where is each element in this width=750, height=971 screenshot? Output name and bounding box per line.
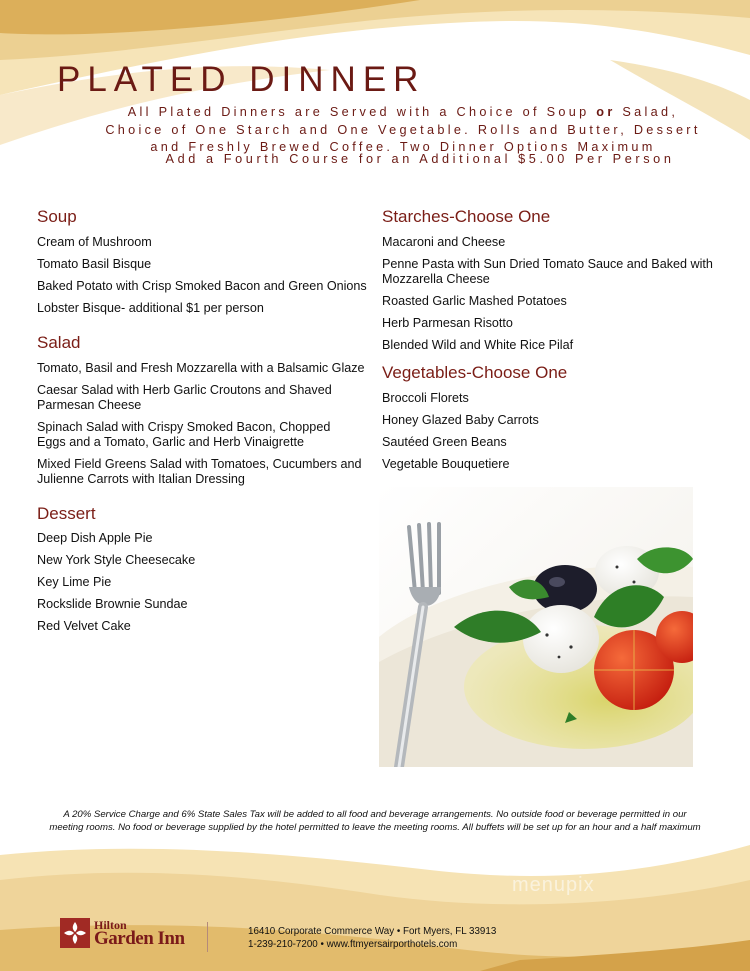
dessert-item: Deep Dish Apple Pie xyxy=(37,531,153,545)
vegetable-item: Broccoli Florets xyxy=(382,391,469,405)
starch-item: Blended Wild and White Rice Pilaf xyxy=(382,338,574,352)
soup-item: Cream of Mushroom xyxy=(37,235,152,249)
dessert-heading: Dessert xyxy=(37,504,96,523)
page-title: PLATED DINNER xyxy=(57,60,426,99)
flower-logo-icon xyxy=(60,918,90,948)
dessert-item: New York Style Cheesecake xyxy=(37,553,196,567)
soup-item: Baked Potato with Crisp Smoked Bacon and Green Onions xyxy=(37,279,367,293)
salad-item: Tomato, Basil and Fresh Mozzarella with a Balsamic Glaze xyxy=(37,361,365,375)
salad-item: Caesar Salad with Herb Garlic Croutons and Shaved Parmesan Cheese xyxy=(37,383,332,412)
dessert-item: Rockslide Brownie Sundae xyxy=(37,597,188,611)
caprese-salad-photo xyxy=(379,487,693,767)
footnote-line-2: meeting rooms. No food or beverage supplied by the hotel permitted to leave the meeting rooms. All buffets will be set up for an hour and a half maximum xyxy=(49,821,701,833)
footer-divider xyxy=(207,922,208,952)
soup-heading: Soup xyxy=(37,207,77,226)
dessert-item: Key Lime Pie xyxy=(37,575,112,589)
vegetable-item: Honey Glazed Baby Carrots xyxy=(382,413,539,427)
footnote xyxy=(20,809,730,834)
logo-hilton-text: Hilton xyxy=(94,918,127,932)
soup-item: Tomato Basil Bisque xyxy=(37,257,152,271)
vegetable-item: Sautéed Green Beans xyxy=(382,435,507,449)
dessert-item: Red Velvet Cake xyxy=(37,619,131,633)
logo-garden-inn-text: Garden Inn xyxy=(94,928,185,949)
fourth-course-note: Add a Fourth Course for an Additional $5.00 Per Person xyxy=(165,152,675,166)
starch-item: Herb Parmesan Risotto xyxy=(382,316,513,330)
soup-item: Lobster Bisque- additional $1 per person xyxy=(37,301,264,315)
vegetable-item: Vegetable Bouquetiere xyxy=(382,457,510,471)
contact-line: 1-239-210-7200 • www.ftmyersairporthotels.com xyxy=(248,938,458,950)
starches-heading: Starches-Choose One xyxy=(382,207,551,226)
starch-item: Penne Pasta with Sun Dried Tomato Sauce and Baked with Mozzarella Cheese xyxy=(382,257,713,286)
salad-item: Mixed Field Greens Salad with Tomatoes, Cucumbers and Julienne Carrots with Italian Dressing xyxy=(37,457,362,486)
starch-item: Macaroni and Cheese xyxy=(382,235,506,249)
vegetables-heading: Vegetables-Choose One xyxy=(382,363,568,382)
salad-item: Spinach Salad with Crispy Smoked Bacon, Chopped Eggs and a Tomato, Garlic and Herb Vinaigrette xyxy=(37,420,331,449)
salad-heading: Salad xyxy=(37,333,81,352)
starch-item: Roasted Garlic Mashed Potatoes xyxy=(382,294,567,308)
watermark: menupix xyxy=(512,874,595,896)
hotel-address xyxy=(248,926,496,951)
address-line: 16410 Corporate Commerce Way • Fort Myers, FL 33913 xyxy=(248,926,497,937)
footnote-line-1: A 20% Service Charge and 6% State Sales Tax will be added to all food and beverage arrangements. No outside food or beverage permitted in our xyxy=(63,809,687,820)
intro-text: All Plated Dinners are Served with a Choice of Soup or Salad, Choice of One Starch and One Vegetable. Rolls and Butter, Dessert and Freshly Brewed Coffee. Two Dinner Options Maximum xyxy=(105,105,701,154)
